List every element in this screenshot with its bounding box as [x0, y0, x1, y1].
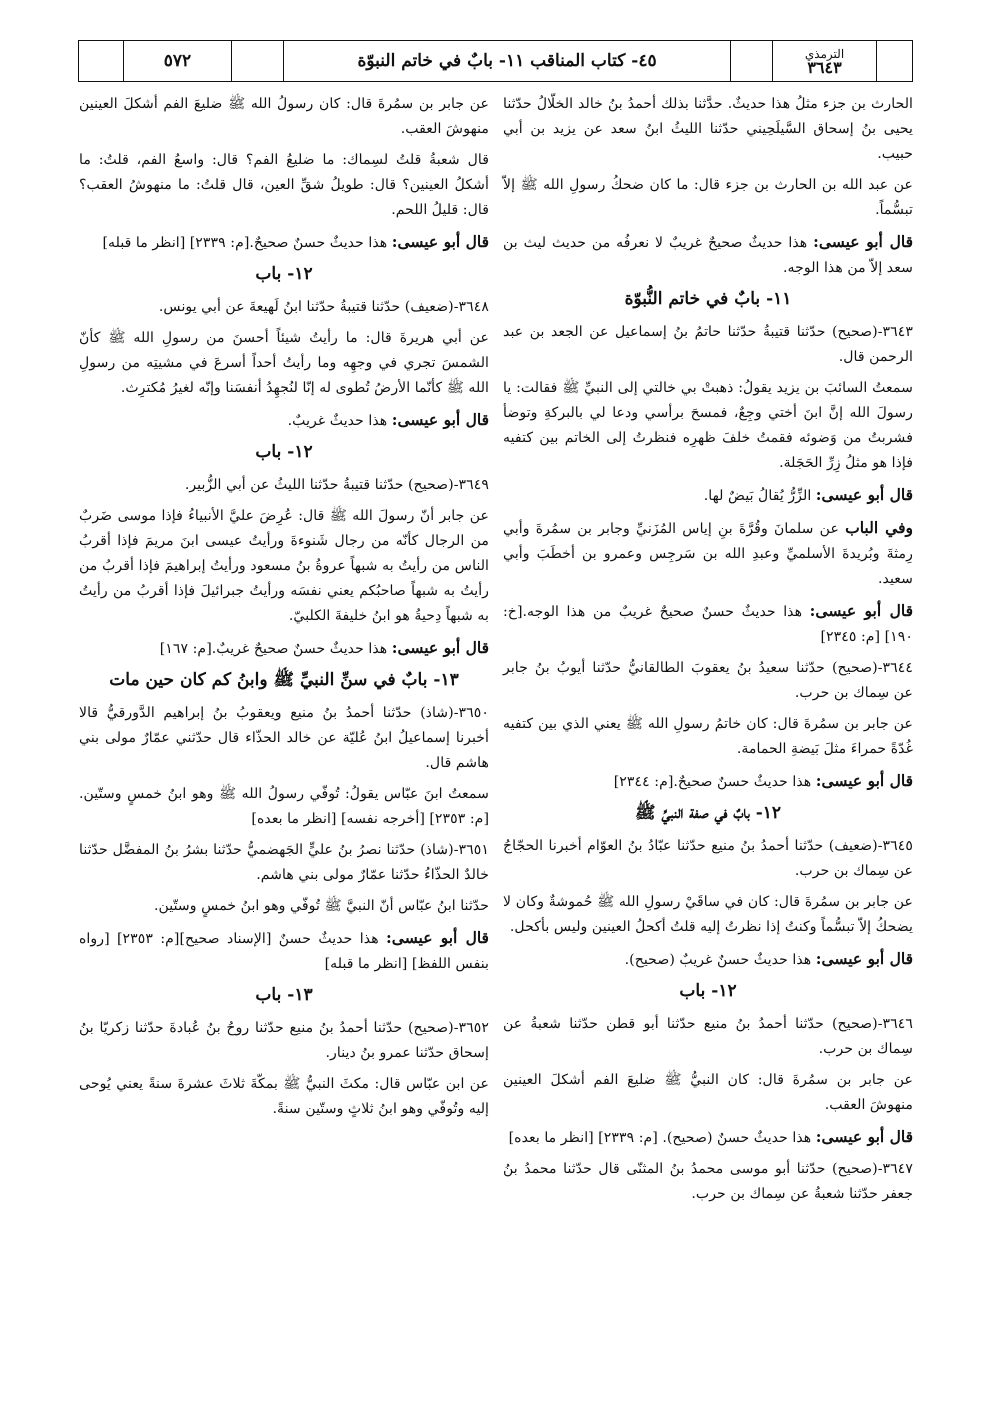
commentary-lead: قال أبو عيسى:	[813, 232, 913, 251]
hadith-paragraph: ٣٦٥٠-(شاذ) حدّثنا أحمدُ بنُ منيع ويعقوبُ بنُ إبراهيم الدَّورقيُّ قالا أخبرنا إسماعيلُ ابنُ عُليّة عن خالد الحذّاء قال حدّثني عمّارٌ مولى بني هاشم قال.	[79, 705, 489, 771]
commentary-text: الزِّرُّ يُقالُ بَيضٌ لها.	[703, 488, 816, 504]
commentary-lead: قال أبو عيسى:	[815, 771, 913, 790]
header-blank-cell	[876, 41, 912, 81]
right-text-column	[503, 92, 913, 1213]
commentary-text: هذا حديثٌ صحيحٌ غريبٌ لا نعرفُه من حديث ليث بن سعد إلاّ من هذا الوجه.	[503, 235, 913, 276]
hadith-paragraph: سمعتُ ابنَ عبّاس يقولُ: تُوفّي رسولُ الله ﷺ وهو ابنُ خمسٍ وستّين.[م: ٢٣٥٣] [أخرجه نفسه] [انظر ما بعده]	[79, 786, 489, 827]
commentary-text: هذا حديثٌ حسنٌ غريبٌ (صحيح).	[624, 952, 816, 968]
hadith-paragraph: عن جابر بن سمُرةَ قال: كان في ساقَيْ رسولِ الله ﷺ حُموشةٌ وكان لا يضحكُ إلاّ تبسُّماً وكنتُ إذا نظرتُ إليه قلتُ أكحلُ العينين وليس بأكحل.	[503, 894, 913, 935]
section-heading: ١١- بابٌ في خاتم النُّبوّة	[624, 289, 792, 309]
header-blank-cell	[730, 41, 772, 81]
hadith-paragraph: عن جابر أنّ رسولَ الله ﷺ قال: عُرِضَ عليَّ الأنبياءُ فإذا موسى ضَربٌ من الرجال كأنّه من رجال شَنوءةَ ورأيتُ عيسى ابنَ مريمَ فإذا أقربُ الناس من رأيتُ به شبهاً عروةُ بنُ مسعود ورأيتُ إبراهيمَ فإذا أقربُ من رأيتُ به شبهاً صاحبُكم يعني نفسَه ورأيتُ جبرائيلَ فإذا أقربُ من رأيتُ به شبهاً دِحيةُ هو ابنُ خليفةَ الكلبيّ.	[79, 508, 489, 624]
commentary-paragraph	[503, 598, 913, 650]
commentary-lead: قال أبو عيسى:	[391, 232, 489, 251]
left-text-column	[79, 92, 489, 1128]
hadith-paragraph: سمعتُ السائبَ بن يزيد يقولُ: ذهبتْ بي خالتي إلى النبيِّ ﷺ فقالت: يا رسولَ الله إنَّ ابنَ أختي وجِعٌ، فمسحَ برأسي ودعا لي بالبركةِ وتوضأ فشربتُ من وَضوئه فقمتُ خلفَ ظهرِه فنظرتُ إلى الخاتم بين كتفيه فإذا هو مثلُ زِرِّ الحَجَلة.	[503, 380, 913, 471]
commentary-paragraph	[503, 768, 913, 795]
hadith-paragraph: عن أبي هريرةَ قال: ما رأيتُ شيئاً أحسنَ من رسولِ الله ﷺ كأنّ الشمسَ تجري في وجهِه وما رأيتُ أحداً أسرعَ في مشيتِه من رسولِ الله ﷺ كأنّما الأرضُ تُطوى له إنّا لنُجهِدُ أنفسَنا وإنّه لغيرُ مُكترِث.	[79, 330, 489, 396]
commentary-text: هذا حديثٌ حسنٌ صحيحٌ.[م: ٢٣٤٤]	[613, 774, 816, 790]
commentary-text: هذا حديثٌ حسنٌ صحيحٌ غريبٌ.[م: ١٦٧]	[159, 641, 392, 657]
section-heading: ١٣- باب	[255, 985, 313, 1005]
hadith-paragraph: ٣٦٤٨-(ضعيف) حدّثنا قتيبةُ حدّثنا ابنُ لَهيعةَ عن أبي يونس.	[158, 299, 489, 315]
commentary-text: عن سلمانَ وقُرَّةَ بنِ إياس المُزَنيِّ وجابر بن سمُرةَ وأبي رِمثةَ وبُريدةَ الأسلميِّ وعبدِ الله بن سَرجِس وعمرو بن أخطَبَ وأبي سعيد.	[503, 521, 913, 587]
book-name: الترمذي	[804, 47, 845, 61]
commentary-paragraph	[503, 1124, 913, 1151]
hadith-paragraph: ٣٦٤٤-(صحيح) حدّثنا سعيدُ بنُ يعقوبَ الطالقانيُّ حدّثنا أيوبُ بنُ جابر عن سِماك بن حرب.	[503, 660, 913, 701]
section-heading: ١٢- باب	[255, 264, 313, 284]
commentary-paragraph	[79, 635, 489, 662]
hadith-paragraph: عن جابر بن سمُرةَ قال: كان رسولُ الله ﷺ ضليعَ الفم أشكلَ العينين منهوشَ العقب.	[79, 96, 489, 137]
commentary-lead: وفي الباب	[845, 518, 913, 537]
commentary-paragraph	[79, 229, 489, 256]
commentary-paragraph	[503, 229, 913, 281]
commentary-text: هذا حديثٌ حسنٌ (صحيح). [م: ٢٣٣٩] [انظر ما بعده]	[508, 1130, 816, 1146]
hadith-paragraph: ٣٦٥١-(شاذ) حدّثنا نصرُ بنُ عليٍّ الجَهضميُّ حدّثنا بشرُ بنُ المفضَّل حدّثنا خالدٌ الحذّاءُ حدّثنا عمّارٌ مولى بني هاشم.	[79, 842, 489, 883]
hadith-paragraph: عن جابر بن سمُرةَ قال: كان النبيُّ ﷺ ضليعَ الفم أشكلَ العينين منهوشَ العقب.	[503, 1072, 913, 1113]
commentary-paragraph	[79, 407, 489, 434]
hadith-paragraph: ٣٦٤٧-(صحيح) حدّثنا أبو موسى محمدُ بنُ المثنّى قال حدّثنا محمدُ بنُ جعفر حدّثنا شعبةُ عن سِماك بن حرب.	[503, 1161, 913, 1202]
hadith-paragraph: عن جابر بن سمُرةَ قال: كان خاتمُ رسولِ الله ﷺ يعني الذي بين كتفيه غُدّةً حمراءَ مثلَ بَيضةِ الحمامة.	[503, 716, 913, 757]
hadith-paragraph: حدّثنا ابنُ عبّاس أنّ النبيَّ ﷺ تُوفّي وهو ابنُ خمسٍ وستّين.	[153, 898, 489, 914]
section-heading: ١٢- بابٌ في صفة النبيِّ ﷺ	[634, 803, 782, 823]
hadith-paragraph: الحارث بن جزء مثلُ هذا حديثٌ. حدَّثنا بذلك أحمدُ بنُ خالد الخلّالُ حدّثنا يحيى بنُ إسحاق السَّيلَحِيني حدّثنا الليثُ ابنُ سعد عن يزيد بن أبي حبيب.	[503, 96, 913, 162]
page-header	[78, 40, 913, 82]
hadith-paragraph: ٣٦٤٣-(صحيح) حدّثنا قتيبةُ حدّثنا حاتمُ بنُ إسماعيل عن الجعد بن عبد الرحمن قال.	[503, 324, 913, 365]
hadith-paragraph: ٣٦٤٦-(صحيح) حدّثنا أحمدُ بنُ منيع حدّثنا أبو قطن حدّثنا شعبةُ عن سِماك بن حرب.	[503, 1016, 913, 1057]
header-blank-cell	[231, 41, 283, 81]
commentary-lead: قال أبو عيسى:	[391, 410, 489, 429]
hadith-paragraph: ٣٦٥٢-(صحيح) حدّثنا أحمدُ بنُ منيع حدّثنا روحُ بنُ عُبادةَ حدّثنا زكريّا بنُ إسحاق حدّثنا عمرو بنُ دينار.	[79, 1020, 489, 1061]
hadith-paragraph: عن عبد الله بن الحارث بن جزء قال: ما كان ضحكُ رسولِ الله ﷺ إلاّ تبسُّماً.	[503, 177, 913, 218]
commentary-paragraph	[503, 482, 913, 509]
hadith-paragraph: ٣٦٤٩-(صحيح) حدّثنا قتيبةُ حدّثنا الليثُ عن أبي الزُّبير.	[184, 477, 489, 493]
commentary-text: هذا حديثٌ غريبٌ.	[287, 413, 392, 429]
commentary-lead: قال أبو عيسى:	[815, 949, 913, 968]
chapter-title: ٤٥- كتاب المناقب ١١- بابٌ في خاتم النبوّة	[283, 41, 730, 81]
hadith-paragraph: عن ابن عبّاس قال: مكثَ النبيُّ ﷺ بمكّةَ ثلاثَ عشرةَ سنةً يعني يُوحى إليه وتُوفّي وهو ابنُ ثلاثٍ وستّين سنةً.	[79, 1076, 489, 1117]
commentary-text: هذا حديثٌ حسنٌ صحيحٌ.[م: ٢٣٣٩] [انظر ما قبله]	[102, 235, 392, 251]
commentary-lead: قال أبو عيسى:	[391, 638, 489, 657]
header-reference	[772, 41, 876, 81]
section-heading: ١٣- بابٌ في سنِّ النبيِّ ﷺ وابنُ كم كان حين مات	[109, 670, 459, 690]
hadith-paragraph: ٣٦٤٥-(ضعيف) حدّثنا أحمدُ بنُ منيع حدّثنا عبّادُ بنُ العوّام أخبرنا الحجّاجُ عن سِماك بن حرب.	[503, 838, 913, 879]
header-blank-cell	[79, 41, 123, 81]
commentary-paragraph	[79, 925, 489, 977]
section-heading: ١٢- باب	[255, 442, 313, 462]
commentary-paragraph	[503, 946, 913, 973]
hadith-paragraph: قال شعبةُ قلتُ لسِماك: ما ضليعُ الفم؟ قال: واسعُ الفم، قلتُ: ما أشكلُ العينين؟ قال: طويلُ شقِّ العين، قال قلتُ: ما منهوشُ العقب؟ قال: قليلُ اللحم.	[79, 152, 489, 218]
commentary-lead: قال أبو عيسى:	[809, 601, 913, 620]
commentary-text: هذا حديثٌ حسنٌ [الإسناد صحيح][م: ٢٣٥٣] [رواه بنفس اللفظ] [انظر ما قبله]	[79, 931, 489, 972]
commentary-lead: قال أبو عيسى:	[815, 485, 913, 504]
section-heading: ١٢- باب	[679, 981, 737, 1001]
commentary-text: هذا حديثٌ حسنٌ صحيحٌ غريبٌ من هذا الوجه.[خ: ١٩٠] [م: ٢٣٤٥]	[503, 604, 913, 645]
commentary-paragraph	[503, 515, 913, 592]
hadith-range: ٣٦٤٣	[807, 58, 842, 77]
commentary-lead: قال أبو عيسى:	[815, 1127, 913, 1146]
commentary-lead: قال أبو عيسى:	[386, 928, 489, 947]
page-number: ٥٧٢	[123, 41, 231, 81]
